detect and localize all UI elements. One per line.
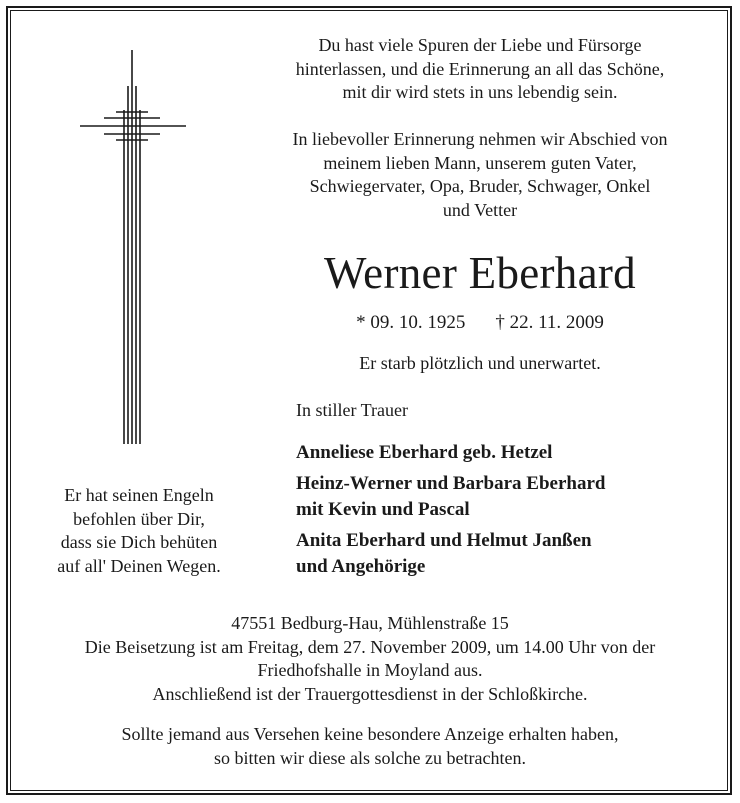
- funeral-details: [20, 612, 720, 706]
- notice-line: Sollte jemand aus Versehen keine besondere Anzeige erhalten haben,: [121, 724, 619, 744]
- farewell-intro: [260, 128, 700, 222]
- verse-line: befohlen über Dir,: [73, 508, 205, 529]
- mourners-list: [296, 440, 605, 585]
- death-date: † 22. 11. 2009: [495, 312, 604, 333]
- verse-line: auf all' Deinen Wegen.: [57, 555, 221, 576]
- poem-line: hinterlassen, und die Erinnerung an all das Schöne,: [295, 58, 665, 79]
- intro-line: und Vetter: [442, 199, 518, 220]
- notice-text: [20, 722, 720, 770]
- mourner-line: Anita Eberhard und Helmut Janßen: [296, 530, 592, 551]
- intro-line: In liebevoller Erinnerung nehmen wir Abschied von: [292, 129, 668, 149]
- funeral-line: Die Beisetzung ist am Freitag, dem 27. November 2009, um 14.00 Uhr von der: [84, 636, 656, 657]
- life-dates: [260, 310, 700, 336]
- mourner-line: Heinz-Werner und Barbara Eberhard: [296, 473, 606, 494]
- mourner-line: mit Kevin und Pascal: [296, 499, 470, 520]
- cross-icon: [78, 46, 188, 446]
- mourner-entry: [296, 471, 605, 523]
- address-line: 47551 Bedburg-Hau, Mühlenstraße 15: [231, 613, 509, 633]
- funeral-line: Friedhofshalle in Moyland aus.: [257, 660, 483, 680]
- mourner-entry: [296, 440, 605, 466]
- intro-line: Schwiegervater, Opa, Bruder, Schwager, Onkel: [309, 176, 651, 196]
- mourner-line: und Angehörige: [296, 556, 426, 577]
- intro-line: meinem lieben Mann, unserem guten Vater,: [323, 152, 637, 173]
- mourner-line: Anneliese Eberhard geb. Hetzel: [296, 442, 553, 463]
- service-line: Anschließend ist der Trauergottesdienst in der Schloßkirche.: [152, 683, 588, 704]
- mourner-entry: [296, 528, 605, 580]
- poem-line: mit dir wird stets in uns lebendig sein.: [342, 82, 618, 102]
- death-circumstance: Er starb plötzlich und unerwartet.: [359, 353, 601, 373]
- angel-verse: [34, 484, 244, 578]
- notice-line: so bitten wir diese als solche zu betrachten.: [214, 748, 526, 768]
- mourning-label: In stiller Trauer: [296, 400, 408, 420]
- deceased-name: Werner Eberhard: [324, 248, 636, 298]
- verse-line: dass sie Dich behüten: [60, 532, 218, 552]
- poem-line: Du hast viele Spuren der Liebe und Fürsorge: [318, 35, 642, 55]
- birth-date: * 09. 10. 1925: [356, 312, 466, 333]
- poem-verse: [260, 34, 700, 105]
- verse-line: Er hat seinen Engeln: [64, 485, 214, 505]
